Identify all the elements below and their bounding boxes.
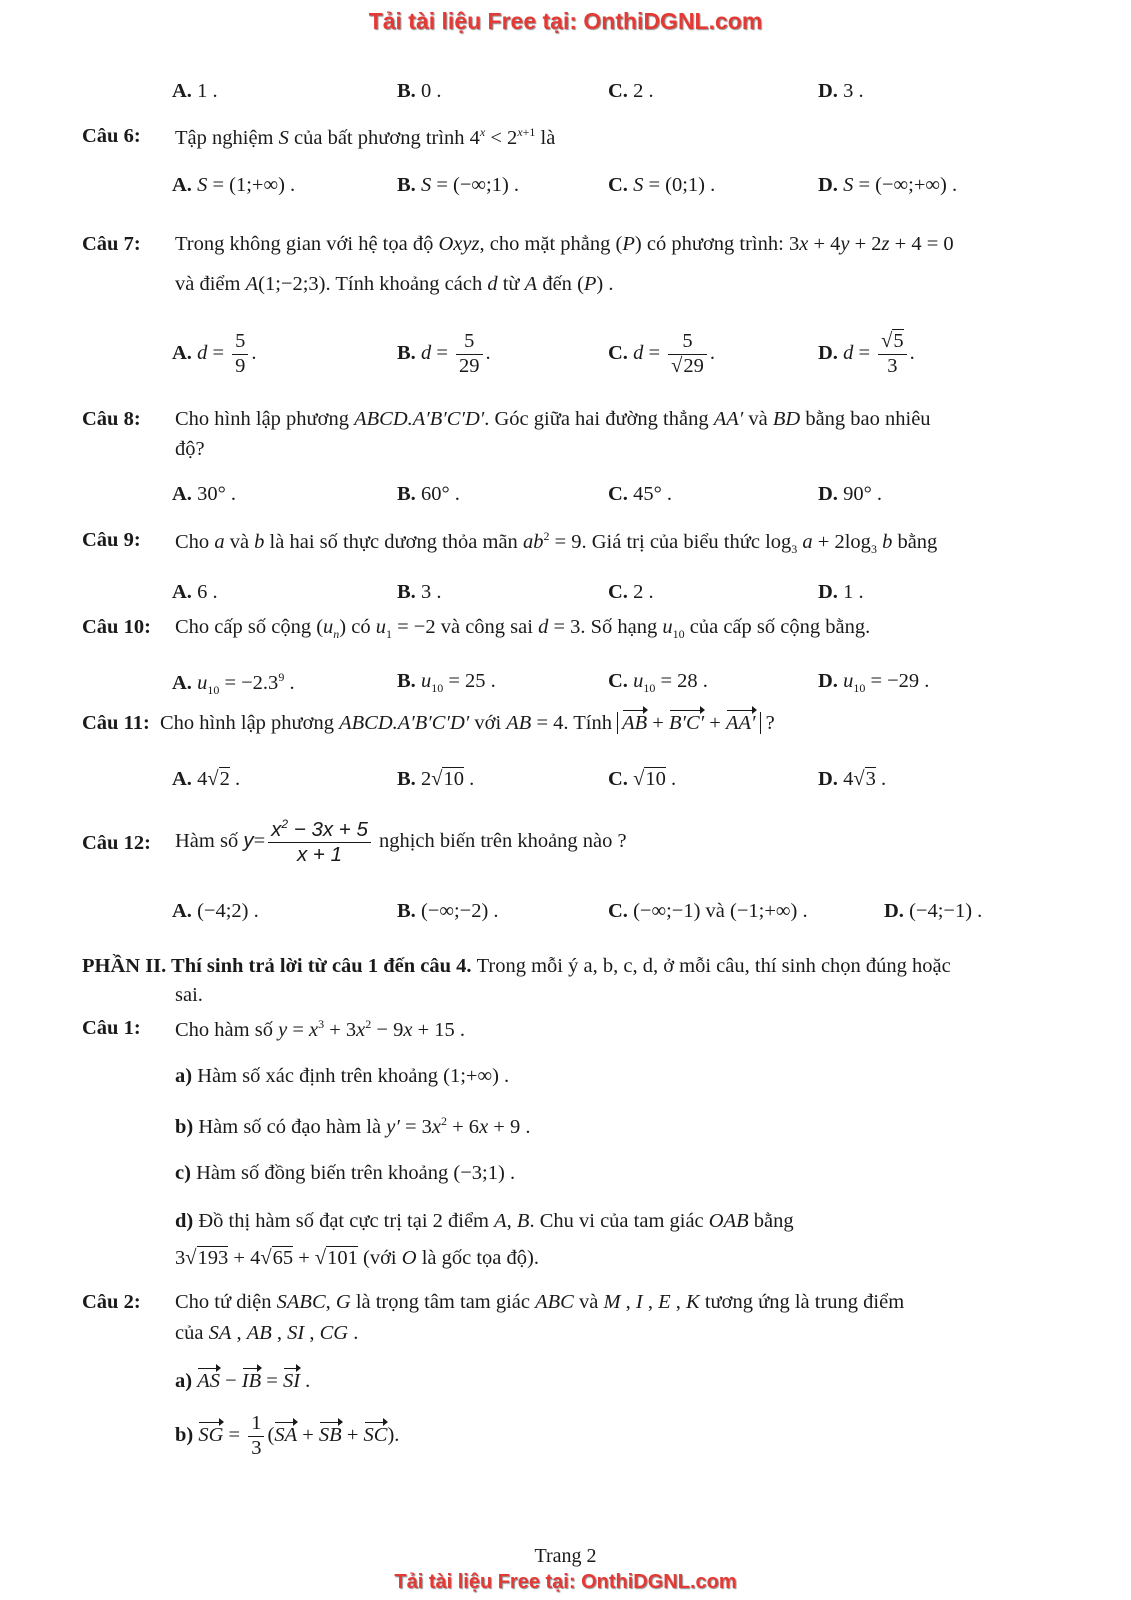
top-banner[interactable]: Tải tài liệu Free tại: OnthiDGNL.com bbox=[368, 8, 763, 34]
page-number: Trang 2 bbox=[534, 1545, 597, 1567]
bottom-banner[interactable]: Tải tài liệu Free tại: OnthiDGNL.com bbox=[394, 1571, 737, 1593]
